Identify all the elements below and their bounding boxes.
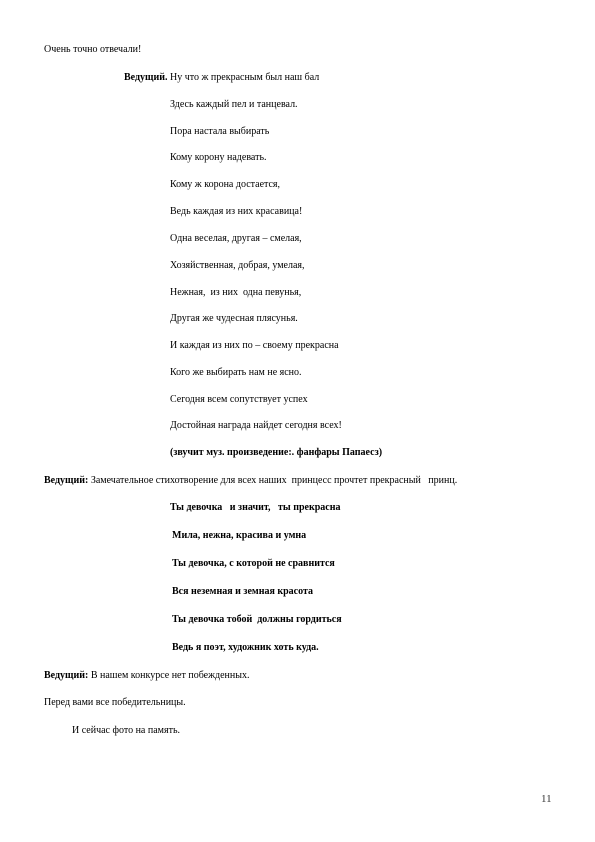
- verse-line: Нежная, из них одна певунья,: [170, 287, 302, 298]
- verse-line: Кому корону надевать.: [170, 152, 267, 163]
- verse-line: Кого же выбирать нам не ясно.: [170, 367, 302, 378]
- poem-line: Мила, нежна, красива и умна: [172, 530, 307, 541]
- closing-line: И сейчас фото на память.: [72, 725, 181, 736]
- poem-line: Ты девочка тобой должны гордиться: [172, 614, 342, 625]
- host-line-1: [124, 72, 319, 84]
- stage-direction: (звучит муз. произведение:. фанфары Папаесз): [170, 447, 383, 458]
- verse-line: Другая же чудесная плясунья.: [170, 313, 298, 324]
- verse-line: Ведь каждая из них красавица!: [170, 206, 303, 217]
- intro-line: Очень точно отвечали!: [44, 44, 142, 55]
- page-number: 11: [541, 793, 552, 805]
- host-line-text: Ну что ж прекрасным был наш бал: [167, 72, 320, 83]
- host-line-3: [44, 670, 249, 682]
- host-line-2: [44, 475, 457, 487]
- verse-line: Пора настала выбирать: [170, 126, 270, 137]
- verse-line: Достойная награда найдет сегодня всех!: [170, 420, 342, 431]
- poem-line: Ведь я поэт, художник хоть куда.: [172, 642, 319, 653]
- verse-line: Здесь каждый пел и танцевал.: [170, 99, 298, 110]
- verse-line: Одна веселая, другая – смелая,: [170, 233, 302, 244]
- speaker-label: Ведущий:: [44, 670, 89, 681]
- host-line-text: Замечательное стихотворение для всех наших принцесс прочтет прекрасный принц.: [88, 475, 458, 486]
- host-line-text: В нашем конкурсе нет побежденных.: [88, 670, 250, 681]
- speaker-label: Ведущий:: [44, 475, 89, 486]
- verse-line: Сегодня всем сопутствует успех: [170, 394, 308, 405]
- verse-line: Хозяйственная, добрая, умелая,: [170, 260, 305, 271]
- poem-line: Вся неземная и земная красота: [172, 586, 314, 597]
- speaker-label: Ведущий.: [124, 72, 168, 83]
- verse-line: Кому ж корона достается,: [170, 179, 281, 190]
- poem-line: Ты девочка и значит, ты прекрасна: [170, 502, 341, 513]
- verse-line: И каждая из них по – своему прекрасна: [170, 340, 339, 351]
- closing-line: Перед вами все победительницы.: [44, 697, 186, 708]
- poem-line: Ты девочка, с которой не сравнится: [172, 558, 335, 569]
